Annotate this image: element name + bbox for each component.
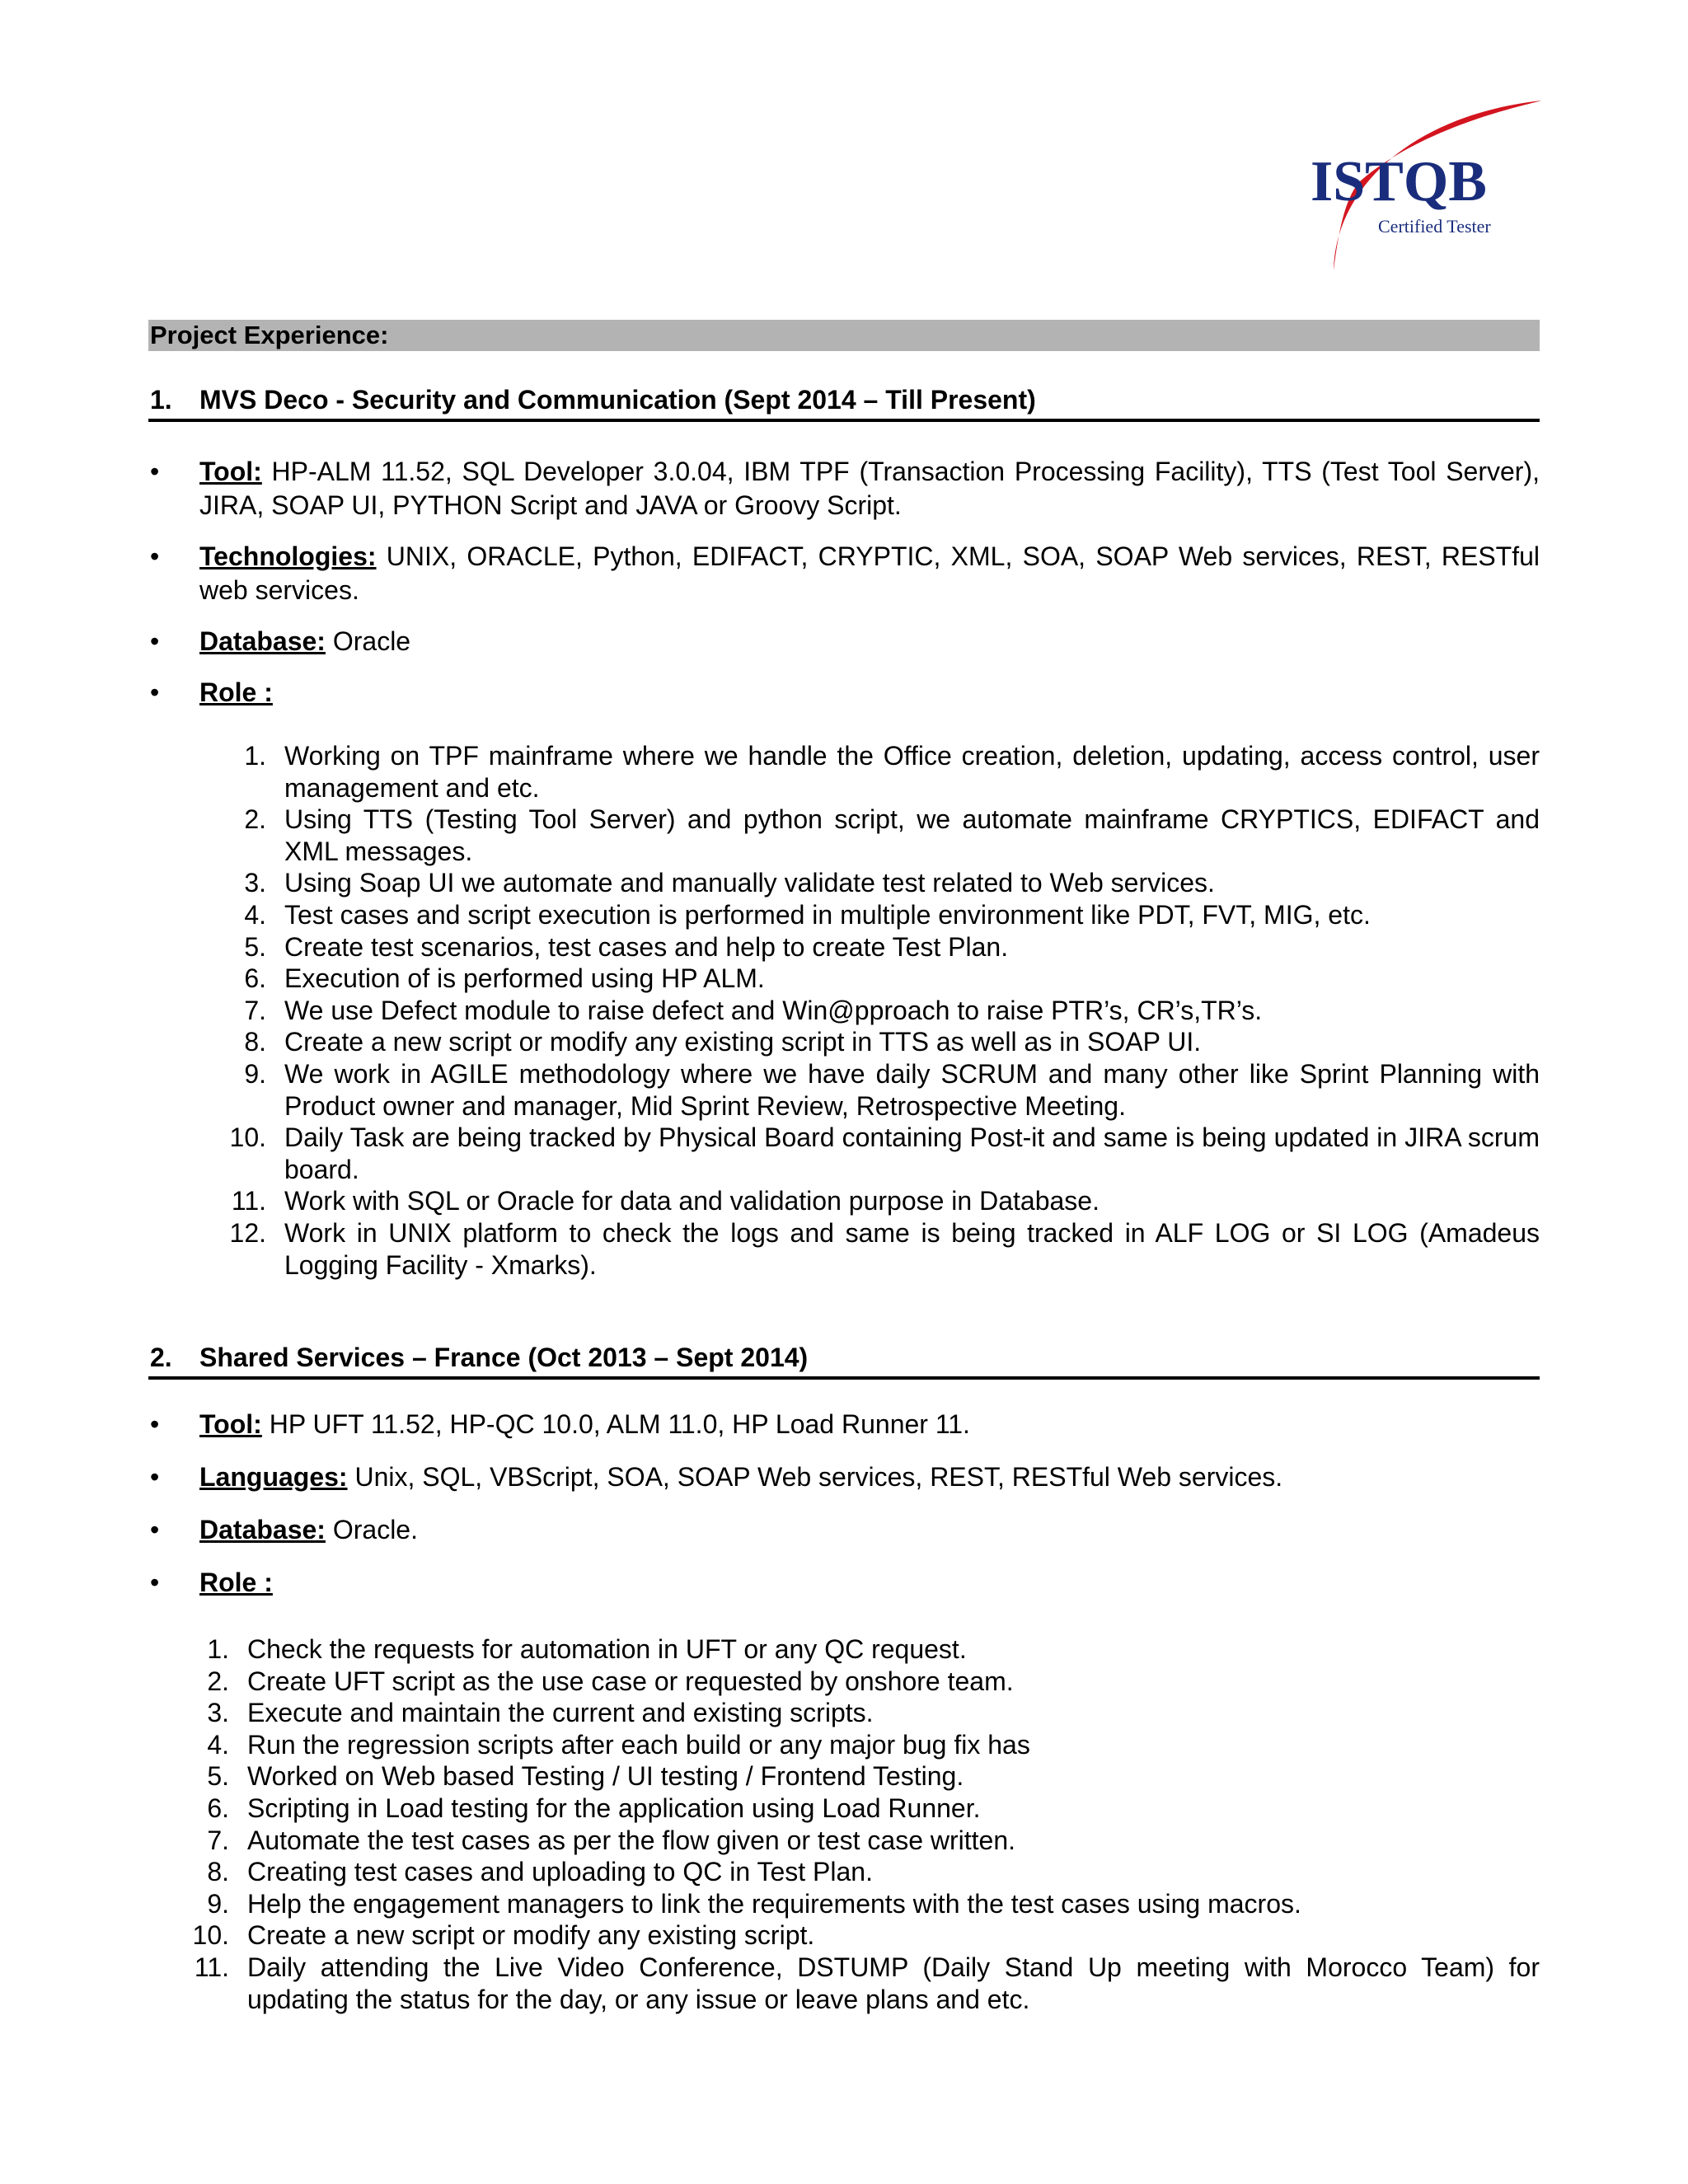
list-item: 6. Scripting in Load testing for the application using Load Runner. [207,1793,981,1823]
list-item: 10. Create a new script or modify any existing script. [192,1920,815,1951]
logo-brand: ISTQB [1311,150,1487,213]
list-item: 2. Using TTS (Testing Tool Server) and python script, we automate mainframe CRYPTICS, EDIFACT and XML messages. [244,804,1540,866]
role-list [229,740,1540,1281]
istqb-swoosh-icon [1286,91,1550,280]
list-item: 3. Using Soap UI we automate and manually validate test related to Web services. [244,868,1215,898]
project-title: Shared Services – France (Oct 2013 – Sept 2014) [199,1343,809,1372]
list-item: 5. Create test scenarios, test cases and help to create Test Plan. [244,931,1009,962]
list-item: 4. Test cases and script execution is performed in multiple environment like PDT, FVT, MIG, etc. [244,899,1371,930]
list-item: 7. We use Defect module to raise defect and Win@pproach to raise PTR’s, CR’s,TR’s. [244,995,1263,1025]
list-item: 8. Creating test cases and uploading to QC in Test Plan. [207,1857,873,1887]
list-item: 5. Worked on Web based Testing / UI testing / Frontend Testing. [207,1761,964,1792]
list-item: 3. Execute and maintain the current and existing scripts. [207,1698,874,1728]
detail-item: • Role : [150,677,273,707]
project-number: 1. [150,385,172,415]
section-header-bar [148,320,1540,351]
detail-item: • Technologies: UNIX, ORACLE, Python, EDIFACT, CRYPTIC, XML, SOA, SOAP Web services, REST, RESTful web services. [150,541,1540,605]
section-title: Project Experience: [150,321,389,349]
detail-item: • Tool: HP-ALM 11.52, SQL Developer 3.0.04, IBM TPF (Transaction Processing Facility), TTS (Test Tool Server), JIRA, SOAP UI, PYTHON Script and JAVA or Groovy Script. [150,457,1540,520]
list-item: 8. Create a new script or modify any existing script in TTS as well as in SOAP UI. [244,1027,1202,1057]
detail-item: • Database: Oracle [150,626,411,656]
list-item: 1. Check the requests for automation in UFT or any QC request. [207,1634,967,1664]
detail-item: • Languages: Unix, SQL, VBScript, SOA, SOAP Web services, REST, RESTful Web services. [150,1462,1283,1492]
list-item: 9. We work in AGILE methodology where we have daily SCRUM and many other like Sprint Planning with Product owner and manager, Mid Sprint Review, Retrospective Meeting. [244,1058,1540,1121]
list-item: 7. Automate the test cases as per the flow given or test case written. [207,1825,1016,1855]
project-title: MVS Deco - Security and Communication (Sept 2014 – Till Present) [199,385,1036,415]
detail-item: • Database: Oracle. [150,1515,418,1544]
list-item: 4. Run the regression scripts after each build or any major bug fix has [207,1729,1030,1760]
detail-item: • Role : [150,1568,273,1597]
istqb-logo [1286,91,1550,280]
project-details-list [148,455,1540,727]
list-item: 10. Daily Task are being tracked by Physical Board containing Post-it and same is being updated in JIRA scrum board. [229,1122,1540,1184]
list-item: 1. Working on TPF mainframe where we handle the Office creation, deletion, updating, access control, user management and etc. [244,741,1540,803]
list-item: 12. Work in UNIX platform to check the logs and same is being tracked in ALF LOG or SI LOG (Amadeus Logging Facility - Xmarks). [229,1217,1540,1280]
list-item: 11. Daily attending the Live Video Conference, DSTUMP (Daily Stand Up meeting with Morocco Team) for updating the status for the day, or any issue or leave plans and etc. [194,1952,1540,2014]
logo-tagline: Certified Tester [1378,216,1491,237]
list-item: 2. Create UFT script as the use case or requested by onshore team. [207,1666,1014,1696]
list-item: 6. Execution of is performed using HP ALM. [244,963,765,994]
project-heading [148,377,1540,422]
list-item: 11. Work with SQL or Oracle for data and validation purpose in Database. [231,1186,1100,1216]
project-heading [148,1335,1540,1380]
project-details-list [148,1408,1540,1619]
detail-item: • Tool: HP UFT 11.52, HP-QC 10.0, ALM 11.0, HP Load Runner 11. [150,1409,970,1439]
list-item: 9. Help the engagement managers to link the requirements with the test cases using macros. [207,1888,1301,1919]
role-list [192,1633,1540,2015]
project-number: 2. [150,1343,172,1372]
